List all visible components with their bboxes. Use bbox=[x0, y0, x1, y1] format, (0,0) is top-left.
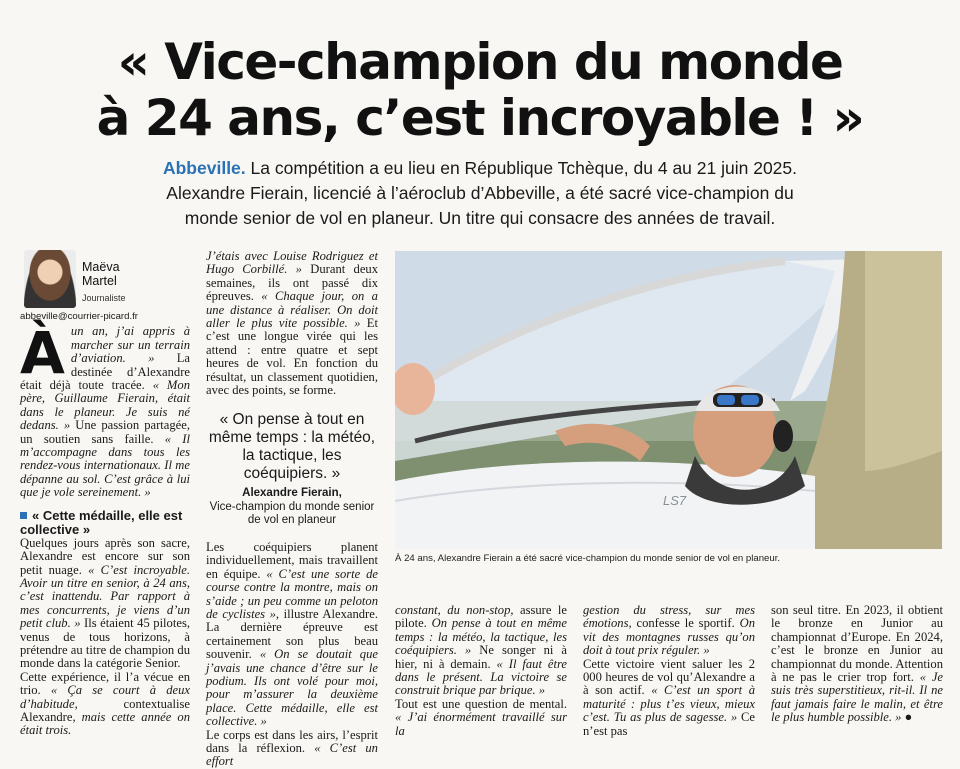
text: contextualise Alexandre, bbox=[20, 696, 190, 724]
quote-text: gestion du stress, sur mes émotions, bbox=[583, 603, 755, 631]
paragraph bbox=[20, 537, 190, 671]
paragraph bbox=[395, 698, 567, 738]
text: Durant deux semaines, ils ont passé dix épreuves. bbox=[206, 262, 378, 304]
paragraph bbox=[395, 604, 567, 698]
paragraph bbox=[206, 541, 378, 729]
quote-text: J’étais avec Louise Rodriguez et Hugo Corbillé. » bbox=[206, 249, 378, 277]
pull-quote-author: Alexandre Fierain, bbox=[242, 487, 342, 500]
quote-text: « C’est un sport à maturité : plus t’es vieux, mieux c’est. Tu as plus de sagesse. » bbox=[583, 683, 755, 725]
quote-text: « C’est une sorte de course contre la montre, mais on s’aide ; un peu comme un peloton de cyclistes », bbox=[206, 566, 378, 621]
author-role: Journaliste bbox=[82, 293, 126, 303]
quote-text: « C’est un effort bbox=[206, 740, 378, 769]
subheading-text: « Cette médaille, elle est collective » bbox=[20, 507, 183, 537]
paragraph bbox=[771, 604, 943, 725]
subheading bbox=[20, 509, 190, 537]
headline-line-2: à 24 ans, c’est incroyable ! » bbox=[96, 89, 864, 147]
quote-text: « J’ai énormément travaillé sur la bbox=[395, 710, 567, 738]
quote-text: « Chaque jour, on a une distance à réaliser. On doit aller le plus vite possible. » bbox=[206, 289, 378, 331]
author-last-name: Martel bbox=[82, 274, 117, 288]
text: Ne songer ni à hier, ni à demain. bbox=[395, 643, 567, 671]
column-3 bbox=[395, 604, 567, 738]
text: confesse le sportif. bbox=[631, 616, 740, 631]
headline-line-1: « Vice-champion du monde bbox=[117, 33, 843, 91]
quote-text: « Mon père, Guillaume Fierain, était dans le planeur. Je suis né dedans. » bbox=[20, 378, 190, 433]
chapo-text: La compétition a eu lieu en République Tchèque, du 4 au 21 juin 2025. Alexandre Fierain, licencié à l’aéroclub d’Abbeville, a été sacré vice-champion du monde senior de vol en planeur. Un titre qui consacre des années de travail. bbox=[166, 158, 798, 228]
author-block bbox=[82, 260, 126, 305]
text: Et c’est une longue virée qui les attend : entre quatre et sept heures de vol. En fonction du résultat, un classement quotidien, avec des points, se forme. bbox=[206, 316, 378, 398]
quote-text: « C’est incroyable. Avoir un titre en senior, à 24 ans, c’est inattendu. Par rapport à mes concurrents, je viens d’un petit club. » bbox=[20, 562, 190, 631]
text: Les coéquipiers planent individuellement, mais travaillent en équipe. bbox=[206, 539, 378, 581]
pull-quote-role: Vice-champion du monde senior de vol en planeur bbox=[209, 500, 375, 526]
text: illustre Alexandre. La dernière épreuve est certainement son plus beau souvenir. bbox=[206, 606, 378, 662]
quote-text: On pense à tout en même temps : la météo, la tactique, les coéquipiers. » bbox=[395, 616, 567, 658]
quote-text: constant, du non-stop, bbox=[395, 603, 514, 617]
text: Tout est une question de mental. bbox=[395, 696, 567, 711]
author-email[interactable]: abbeville@courrier-picard.fr bbox=[20, 311, 138, 322]
text: Ce n’est pas bbox=[583, 710, 756, 738]
headline bbox=[0, 34, 960, 146]
pull-quote-text: « On pense à tout en même temps : la météo, la tactique, les coéquipiers. » bbox=[208, 411, 376, 483]
quote-text: « Ça se court à deux d’habitude, bbox=[20, 683, 190, 711]
chapo-location: Abbeville. bbox=[162, 158, 246, 178]
fuselage-text: LS7 bbox=[663, 493, 687, 508]
quote-text: On vit des montagnes russes qu’on doit à tout prix réguler. » bbox=[583, 616, 755, 658]
quote-text: un an, j’ai appris à marcher sur un terrain d’aviation. » bbox=[70, 324, 190, 366]
paragraph bbox=[20, 671, 190, 738]
quote-text: « Il faut être dans le présent. La victoire se construit brique par brique. » bbox=[395, 656, 567, 698]
end-mark-icon: ● bbox=[901, 710, 913, 725]
paragraph bbox=[20, 319, 191, 500]
quote-text: « Il m’accompagne dans tous les rendez-vous internationaux. Il me dépanne au sol. C’est grâce à lui que je vole sereinement. » bbox=[20, 431, 191, 500]
text: Cette expérience, il l’a vécue en trio. bbox=[20, 669, 190, 698]
pull-quote bbox=[206, 411, 378, 526]
quote-text: mais cette année on était trois. bbox=[20, 709, 190, 738]
column-1 bbox=[20, 250, 190, 738]
column-2 bbox=[206, 250, 378, 769]
text: Cette victoire vient saluer les 2 000 heures de vol qu’Alexandre a à son actif. bbox=[583, 656, 755, 698]
paragraph bbox=[206, 250, 378, 397]
text: Une passion partagée, un soutien sans faille. bbox=[20, 418, 190, 446]
text: La destinée d’Alexandre était déjà toute tracée. bbox=[20, 351, 190, 393]
quote-text: « Je suis très superstitieux, rit-il. Il ne faut jamais faire le malin, et être le plus humble possible. » bbox=[771, 670, 944, 725]
byline bbox=[20, 250, 190, 316]
author-avatar bbox=[24, 250, 76, 308]
text: assure le pilote. bbox=[395, 603, 567, 631]
author-first-name: Maëva bbox=[82, 260, 120, 274]
article-photo bbox=[395, 251, 942, 549]
chapo bbox=[140, 156, 820, 231]
text: son seul titre. En 2023, il obtient le bronze en Junior au championnat d’Europe. En 2024, c’est le bronze en Junior au championnat du monde. Attention à ne pas le crier trop fort. bbox=[771, 603, 943, 685]
column-4 bbox=[583, 604, 755, 738]
paragraph bbox=[583, 604, 755, 658]
paragraph bbox=[583, 658, 755, 738]
text: Quelques jours après son sacre, Alexandre est encore sur son petit nuage. bbox=[20, 535, 190, 577]
text: Le corps est dans les airs, l’esprit dans la réflexion. bbox=[206, 727, 378, 755]
square-bullet-icon bbox=[20, 512, 27, 519]
paragraph bbox=[206, 729, 378, 769]
photo-caption: À 24 ans, Alexandre Fierain a été sacré vice-champion du monde senior de vol en planeur. bbox=[395, 553, 781, 564]
quote-text: « On se doutait que j’avais une chance d’être sur le podium. Ils ont volé pour moi, pour m’assurer la deuxième place. Cette médaille, elle est collective. » bbox=[206, 647, 378, 729]
column-5 bbox=[771, 604, 943, 725]
dropcap: À bbox=[20, 319, 65, 388]
text: Ils étaient 45 pilotes, venus de tous horizons, à prétendre au titre de champion du monde dans la catégorie Senior. bbox=[20, 616, 190, 671]
